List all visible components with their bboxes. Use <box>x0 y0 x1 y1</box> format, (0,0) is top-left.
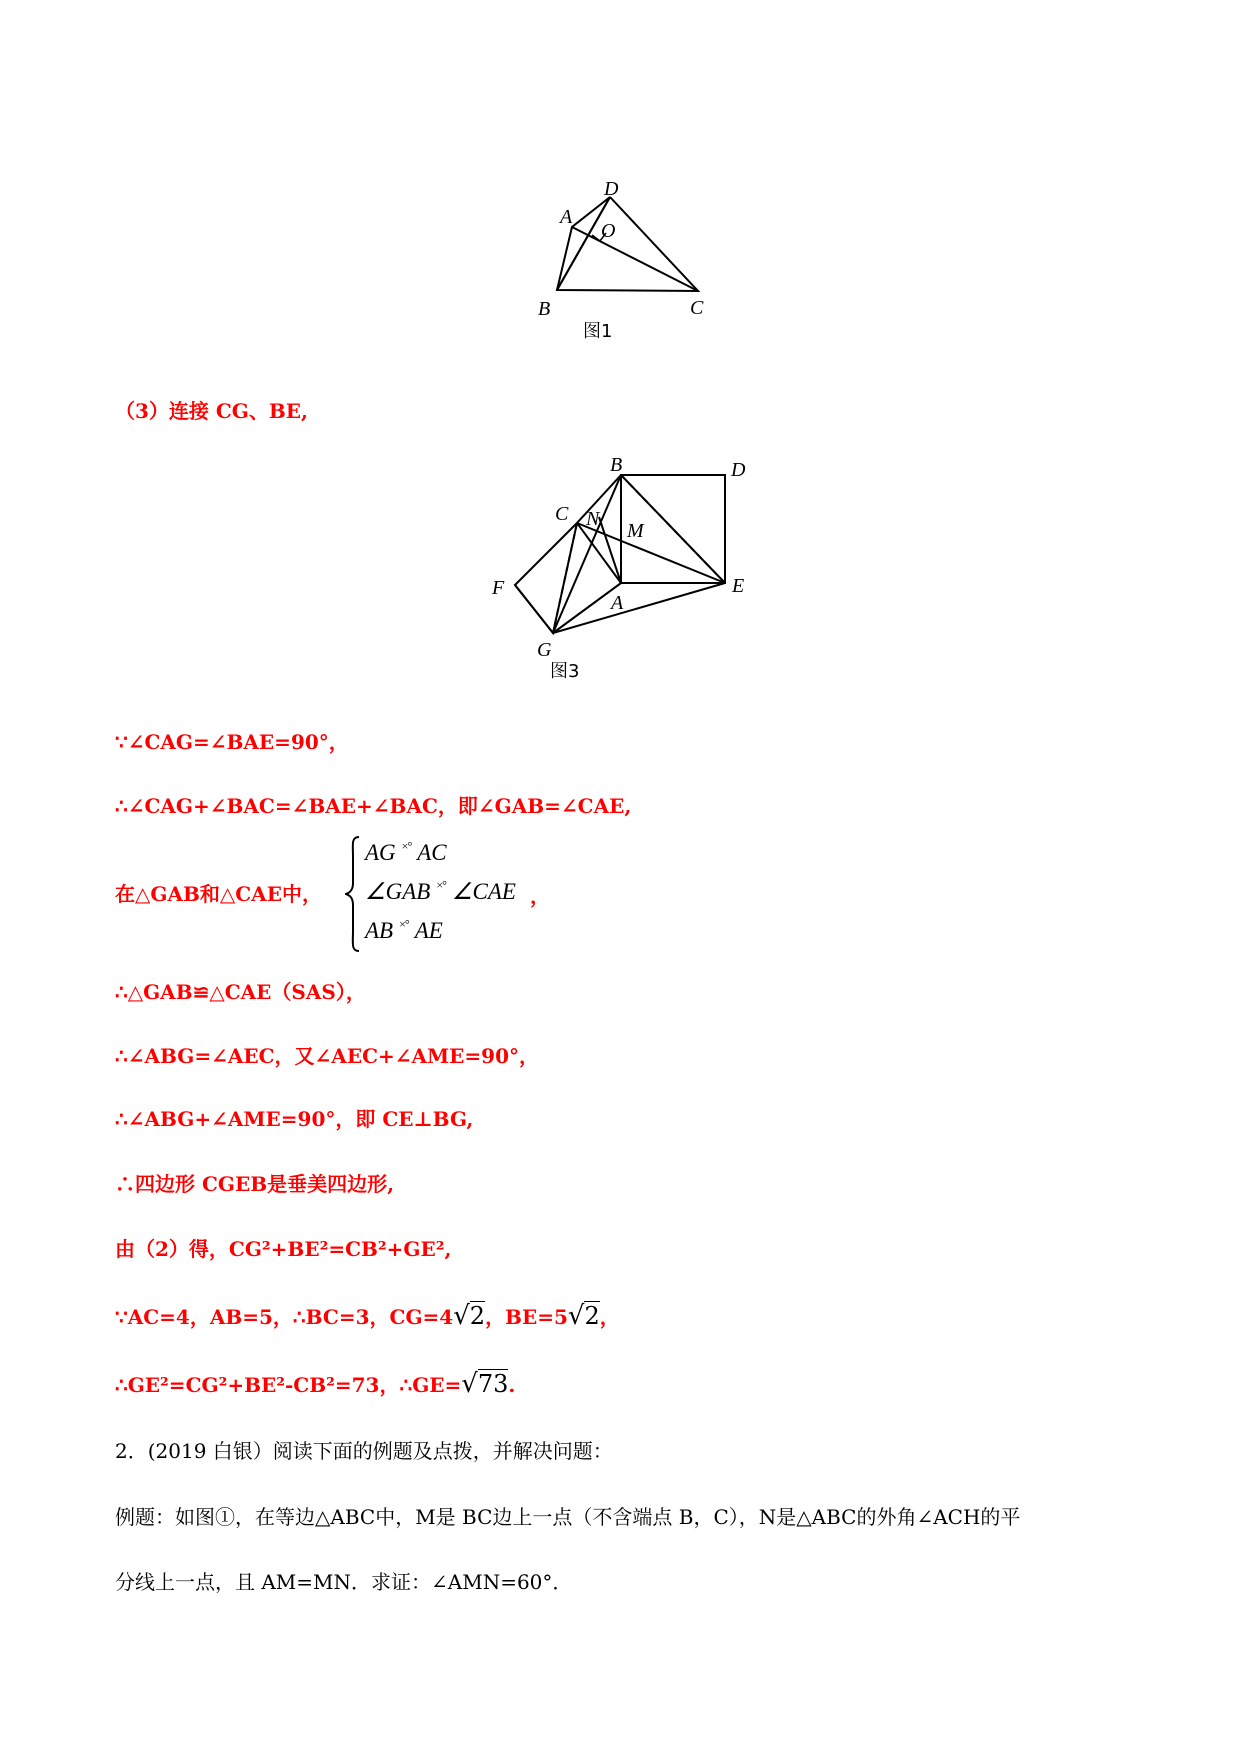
lengths-part1: ∵AC=4，AB=5，∴BC=3，CG=4 <box>115 1305 454 1329</box>
result-part2: . <box>508 1373 516 1397</box>
step-angles-90: ∵∠CAG=∠BAE=90°， <box>115 730 349 754</box>
sqrt-symbol: √ <box>453 1301 470 1331</box>
step-equal-angles: ∴∠ABG=∠AEC，又∠AEC+∠AME=90°， <box>115 1044 539 1068</box>
step-quadrilateral: ∴四边形 CGEB是垂美四边形, <box>115 1172 395 1196</box>
lengths-part2: ，BE=5 <box>485 1305 568 1329</box>
label-f3: F <box>492 577 505 599</box>
figure-3 <box>485 455 755 680</box>
row2-left: ∠GAB <box>365 879 431 904</box>
label-d3: D <box>731 459 746 481</box>
figure-1-caption: 图1 <box>583 321 613 342</box>
row1-mark: ×° <box>401 839 412 853</box>
step-relation: 由（2）得，CG²+BE²=CB²+GE², <box>115 1237 452 1261</box>
step-angle-sum: ∴∠CAG+∠BAC=∠BAE+∠BAC，即∠GAB=∠CAE, <box>115 794 632 818</box>
radical-2b: 2 <box>584 1302 600 1330</box>
row2-right: ∠CAE <box>451 879 516 904</box>
label-g3: G <box>537 639 552 661</box>
row3-right: AE <box>414 918 443 943</box>
step-connect: （3）连接 CG、BE, <box>115 399 308 423</box>
step-triangles-suffix: ， <box>530 884 550 908</box>
equation-system <box>345 835 535 953</box>
row2-mark: ×° <box>436 878 446 892</box>
triangle-outline <box>557 197 698 291</box>
step-perpendicular: ∴∠ABG+∠AME=90°，即 CE⊥BG, <box>115 1107 474 1131</box>
label-b: B <box>538 298 551 320</box>
label-c: C <box>690 297 704 319</box>
figure-3-caption: 图3 <box>550 661 580 680</box>
question-2-title: 2．(2019 白银）阅读下面的例题及点拨，并解决问题： <box>115 1439 613 1463</box>
label-d: D <box>604 178 619 200</box>
row1-right: AC <box>417 840 447 865</box>
label-a3: A <box>611 592 624 614</box>
label-n3: N <box>586 508 600 530</box>
label-o: O <box>601 220 616 242</box>
step-lengths <box>115 1302 620 1331</box>
example-line-2: 分线上一点，且 AM=MN．求证：∠AMN=60°． <box>115 1570 573 1594</box>
sqrt-symbol: √ <box>461 1369 478 1399</box>
row1-left: AG <box>365 840 396 865</box>
row3-left: AB <box>365 918 394 943</box>
label-b3: B <box>610 455 623 476</box>
label-a: A <box>560 206 573 228</box>
example-line-1: 例题：如图①，在等边△ABC中，M是 BC边上一点（不含端点 B，C），N是△ABC的外角∠ACH的平 <box>115 1505 1021 1529</box>
radical-2a: 2 <box>469 1302 486 1330</box>
lengths-part3: ， <box>599 1305 620 1329</box>
radical-73: 73 <box>477 1370 509 1398</box>
step-triangles-prefix: 在△GAB和△CAE中， <box>115 882 322 906</box>
figure-1 <box>520 175 720 345</box>
result-part1: ∴GE²=CG²+BE²-CB²=73，∴GE= <box>115 1373 462 1397</box>
label-c3: C <box>555 503 569 525</box>
label-e3: E <box>732 575 745 597</box>
sqrt-symbol: √ <box>567 1301 585 1331</box>
step-result <box>115 1370 515 1399</box>
label-m3: M <box>627 520 644 542</box>
step-congruent: ∴△GAB≌△CAE（SAS）， <box>115 980 366 1004</box>
row3-mark: ×° <box>399 917 409 931</box>
brace-icon <box>345 835 361 953</box>
